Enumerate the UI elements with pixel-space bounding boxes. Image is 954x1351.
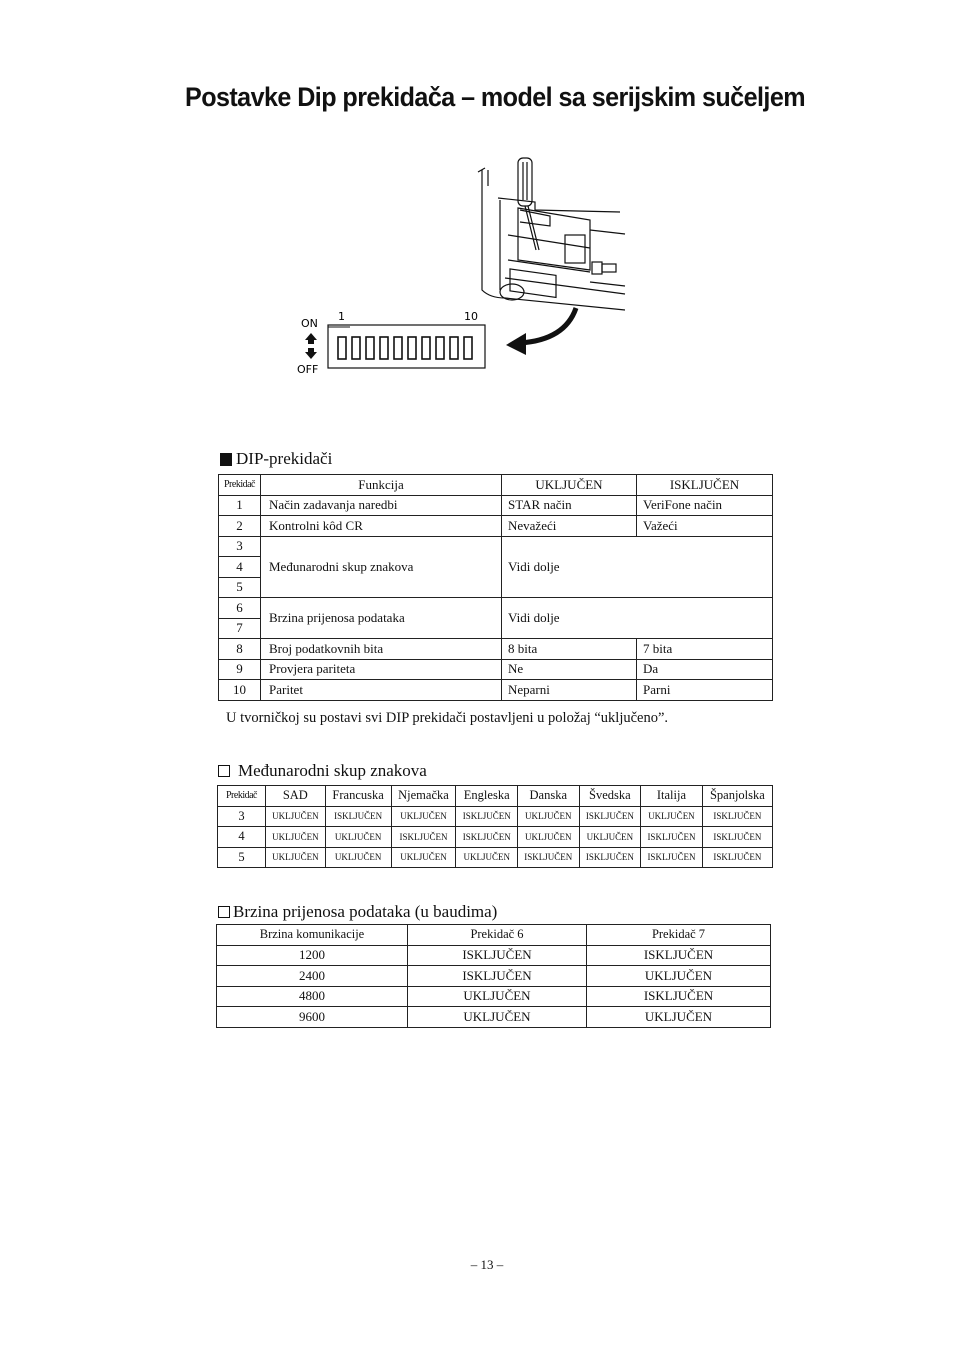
table-row: 5 UKLJUČEN UKLJUČEN UKLJUČEN UKLJUČEN ISKLJUČEN ISKLJUČEN ISKLJUČEN ISKLJUČEN — [218, 847, 773, 868]
dip-switch-illustration — [290, 150, 630, 385]
filled-square-icon — [220, 453, 232, 466]
table-row: 8 Broj podatkovnih bita 8 bita 7 bita — [219, 639, 773, 660]
baud-rate-table — [216, 924, 771, 1028]
table-row: 4800 UKLJUČEN ISKLJUČEN — [217, 986, 771, 1007]
table-row: 5 — [219, 577, 773, 598]
table-row: 9600 UKLJUČEN UKLJUČEN — [217, 1007, 771, 1028]
empty-square-icon — [218, 765, 230, 777]
on-label: ON — [301, 317, 318, 330]
dip-section-heading: DIP-prekidači — [220, 449, 332, 469]
dip-switch-table — [218, 474, 773, 701]
table-row: 6 Brzina prijenosa podataka Vidi dolje — [219, 598, 773, 619]
table-row: 7 — [219, 618, 773, 639]
off-label: OFF — [297, 363, 319, 376]
table-header-row: Brzina komunikacije Prekidač 6 Prekidač 7 — [217, 925, 771, 946]
table-row: 2400 ISKLJUČEN UKLJUČEN — [217, 966, 771, 987]
charset-section-heading: Međunarodni skup znakova — [218, 761, 427, 781]
table-row: 4 UKLJUČEN UKLJUČEN ISKLJUČEN ISKLJUČEN UKLJUČEN UKLJUČEN ISKLJUČEN ISKLJUČEN — [218, 827, 773, 848]
table-row: 3 Međunarodni skup znakova Vidi dolje — [219, 536, 773, 557]
table-header-row: Prekidač SAD Francuska Njemačka Engleska Danska Švedska Italija Španjolska — [218, 786, 773, 807]
empty-square-icon — [218, 906, 230, 918]
table-row: 1 Način zadavanja naredbi STAR način VeriFone način — [219, 495, 773, 516]
page-number: – 13 – — [470, 1257, 504, 1272]
table-row: 4 — [219, 557, 773, 578]
baud-section-heading: Brzina prijenosa podataka (u baudima) — [218, 902, 497, 922]
table-header-row: Prekidač Funkcija UKLJUČEN ISKLJUČEN — [219, 475, 773, 496]
table-row: 3 UKLJUČEN ISKLJUČEN UKLJUČEN ISKLJUČEN UKLJUČEN ISKLJUČEN UKLJUČEN ISKLJUČEN — [218, 806, 773, 827]
table-row: 10 Paritet Neparni Parni — [219, 680, 773, 701]
table-row: 9 Provjera pariteta Ne Da — [219, 659, 773, 680]
switch-1-label: 1 — [338, 310, 345, 323]
charset-table — [217, 785, 773, 868]
factory-default-note: U tvorničkoj su postavi svi DIP prekidači postavljeni u položaj “uključeno”. — [226, 710, 669, 726]
page-title: Postavke Dip prekidača – model sa serijskim sučeljem — [185, 82, 806, 112]
table-row: 2 Kontrolni kôd CR Nevažeći Važeći — [219, 516, 773, 537]
table-row: 1200 ISKLJUČEN ISKLJUČEN — [217, 945, 771, 966]
switch-10-label: 10 — [464, 310, 478, 323]
